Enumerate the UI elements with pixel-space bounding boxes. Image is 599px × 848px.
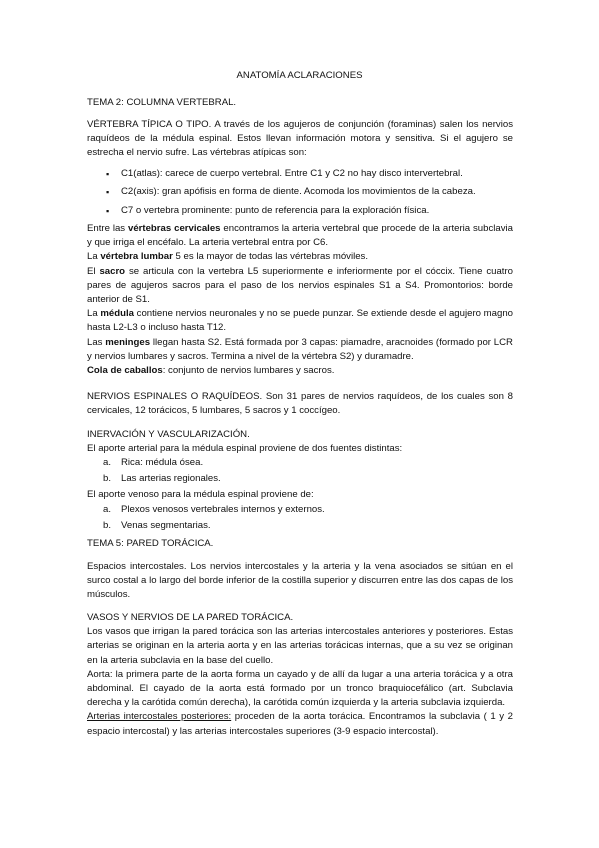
document-title: ANATOMÍA ACLARACIONES <box>236 70 363 81</box>
list-item: a. Plexos venosos vertebrales internos y externos. <box>103 503 325 515</box>
inervacion-heading: INERVACIÓN Y VASCULARIZACIÓN. <box>87 429 250 440</box>
list-item: ▪ C1(atlas): carece de cuerpo vertebral. Entre C1 y C2 no hay disco intervertebral. <box>87 167 513 181</box>
atypical-vertebrae-list <box>87 167 513 222</box>
meninges-paragraph: Las meninges llegan hasta S2. Está formada por 3 capas: piamadre, aracnoides (formado por LCR y nervios lumbares y sacros. Termina a nivel de la vértebra S2) y duramadre. <box>87 336 513 362</box>
list-item: a. Rica: médula ósea. <box>103 457 204 469</box>
vasos-heading: VASOS Y NERVIOS DE LA PARED TORÁCICA. <box>87 612 294 623</box>
list-item: b. Las arterias regionales. <box>103 473 221 485</box>
posterior-arteries-paragraph: Arterias intercostales posteriores: proceden de la aorta torácica. Encontramos la subclavia ( 1 y 2 espacio intercostal) y las arterias intercostales superiores (3-9 espacio intercostal). <box>87 711 513 737</box>
aporte-arterial-text: El aporte arterial para la médula espinal proviene de dos fuentes distintas: <box>87 443 403 455</box>
cola-paragraph: Cola de caballos: conjunto de nervios lumbares y sacros. <box>87 365 335 377</box>
lumbar-paragraph: La vértebra lumbar 5 es la mayor de todas las vértebras móviles. <box>87 251 369 263</box>
list-item: ▪ C2(axis): gran apófisis en forma de diente. Acomoda los movimientos de la cabeza. <box>87 185 513 199</box>
arterial-list <box>87 456 513 486</box>
list-item: b. Venas segmentarias. <box>103 519 211 531</box>
tema2-heading: TEMA 2: COLUMNA VERTEBRAL. <box>87 97 237 108</box>
venoso-list <box>87 503 513 533</box>
inervacion-section <box>87 428 513 535</box>
sacro-paragraph: El sacro se articula con la vertebra L5 superiormente e inferiormente por el cóccix. Tiene cuatro pares de agujeros sacros para el paso de los nervios espinales S1 a S4. Promontorios: borde anterior de S1. <box>87 265 513 306</box>
nervios-espinales-paragraph: NERVIOS ESPINALES O RAQUÍDEOS. Son 31 pares de nervios raquídeos, de los cuales son 8 cervicales, 12 torácicos, 5 lumbares, 5 sacros y 1 coccígeo. <box>87 391 513 417</box>
vasos-section <box>87 611 513 739</box>
medula-paragraph: La médula contiene nervios neuronales y no se puede punzar. Se extiende desde el agujero magno hasta L2-L3 o incluso hasta T12. <box>87 308 514 334</box>
cervicales-paragraph: Entre las vértebras cervicales encontramos la arteria vertebral que procede de la arteria subclavia y que irriga el encéfalo. La arteria vertebral entra por C6. <box>87 223 514 249</box>
aporte-venoso-text: El aporte venoso para la médula espinal proviene de: <box>87 489 314 501</box>
aorta-paragraph: Aorta: la primera parte de la aorta forma un cayado y de allí da lugar a una arteria torácica y a otra abdominal. El cayado de la aorta está formado por un tronco braquiocefálico (art. Subclavia derecha y la carótida común derecha), la carótida común izquierda y la arteria subclavia izquierda. <box>87 668 513 709</box>
vasos-paragraph: Los vasos que irrigan la pared torácica son las arterias intercostales anteriores y posteriores. Estas arterias se originan en la arteria aorta y en las arterias torácicas internas, que a su vez se originan en la arteria subclavia en la base del cuello. <box>87 626 513 666</box>
column-details <box>87 222 513 378</box>
list-item: ▪ C7 o vertebra prominente: punto de referencia para la exploración física. <box>87 204 513 218</box>
vertebra-tipica-paragraph: VÉRTEBRA TÍPICA O TIPO. A través de los agujeros de conjunción (foraminas) salen los nervios raquídeos de la médula espinal. Estos llevan información motora y sensitiva. Si el agujero se estrecha el nervio sufre. Las vértebras atípicas son: <box>87 119 513 159</box>
tema5-heading: TEMA 5: PARED TORÁCICA. <box>87 538 214 549</box>
espacios-paragraph: Espacios intercostales. Los nervios intercostales y la arteria y la vena asociados se sitúan en el surco costal a lo largo del borde inferior de la costilla superior y discurren entre las dos capas de los músculos. <box>87 561 513 601</box>
